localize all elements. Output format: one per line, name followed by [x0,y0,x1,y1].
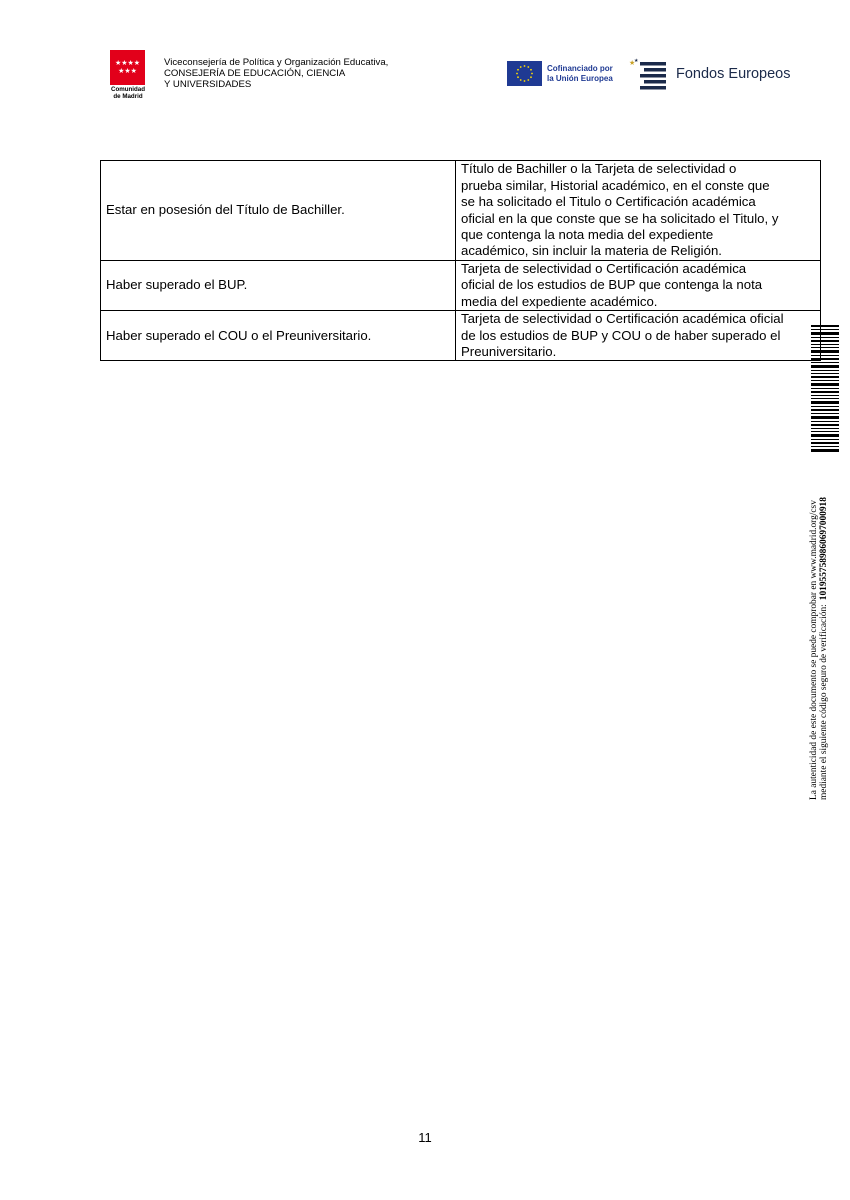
department-line: Viceconsejería de Política y Organización Educativa, [164,57,389,68]
barcode-icon [811,325,839,453]
verification-text [809,455,830,800]
department-line: CONSEJERÍA DE EDUCACIÓN, CIENCIA [164,68,346,79]
requirement-cell: Estar en posesión del Título de Bachiller. [101,161,456,261]
comunidad-de-madrid-logo [110,50,148,100]
department-line: Y UNIVERSIDADES [164,79,252,90]
documentation-cell: Tarjeta de selectividad o Certificación académica oficial de los estudios de BUP y COU o de haber superado el Preuniversitario. [456,311,821,361]
table-row [101,161,821,261]
documentation-cell: Título de Bachiller o la Tarjeta de selectividad o prueba similar, Historial académico, en el conste que se ha solicitado el Titulo o Certificación académica oficial en la que conste que se ha solicitado el Titulo, y que contenga la nota media del expediente académico, sin incluir la materia de Religión. [456,161,821,261]
eu-flag-icon [507,61,542,86]
eu-cofinanciado-logo [507,61,613,86]
requirements-table [100,160,821,361]
documentation-cell: Tarjeta de selectividad o Certificación académica oficial de los estudios de BUP que contenga la nota media del expediente académico. [456,261,821,311]
requirement-cell: Haber superado el BUP. [101,261,456,311]
table-row [101,311,821,361]
madrid-logo-caption: Comunidad de Madrid [110,86,146,100]
verification-line: mediante el siguiente código seguro de verificación:1019557589860697000918 [819,497,830,800]
madrid-stars-flag-icon: ★★★★ ★★★ [110,50,145,85]
page-number: 11 [418,1130,432,1145]
fondos-europeos-logo [628,58,790,90]
fondos-europeos-text: Fondos Europeos [676,66,791,82]
eu-logo-text: Cofinanciado por la Unión Europea [547,64,613,83]
verification-line: La autenticidad de este documento se puede comprobar en www.madrid.org/csv [809,500,819,800]
svg-text:★: ★ [634,58,639,64]
fondos-europeos-icon [628,58,668,90]
requirement-cell: Haber superado el COU o el Preuniversitario. [101,311,456,361]
svg-text:★: ★ [629,60,636,67]
verification-code: 1019557589860697000918 [819,497,830,601]
table-row [101,261,821,311]
department-name [164,57,388,90]
